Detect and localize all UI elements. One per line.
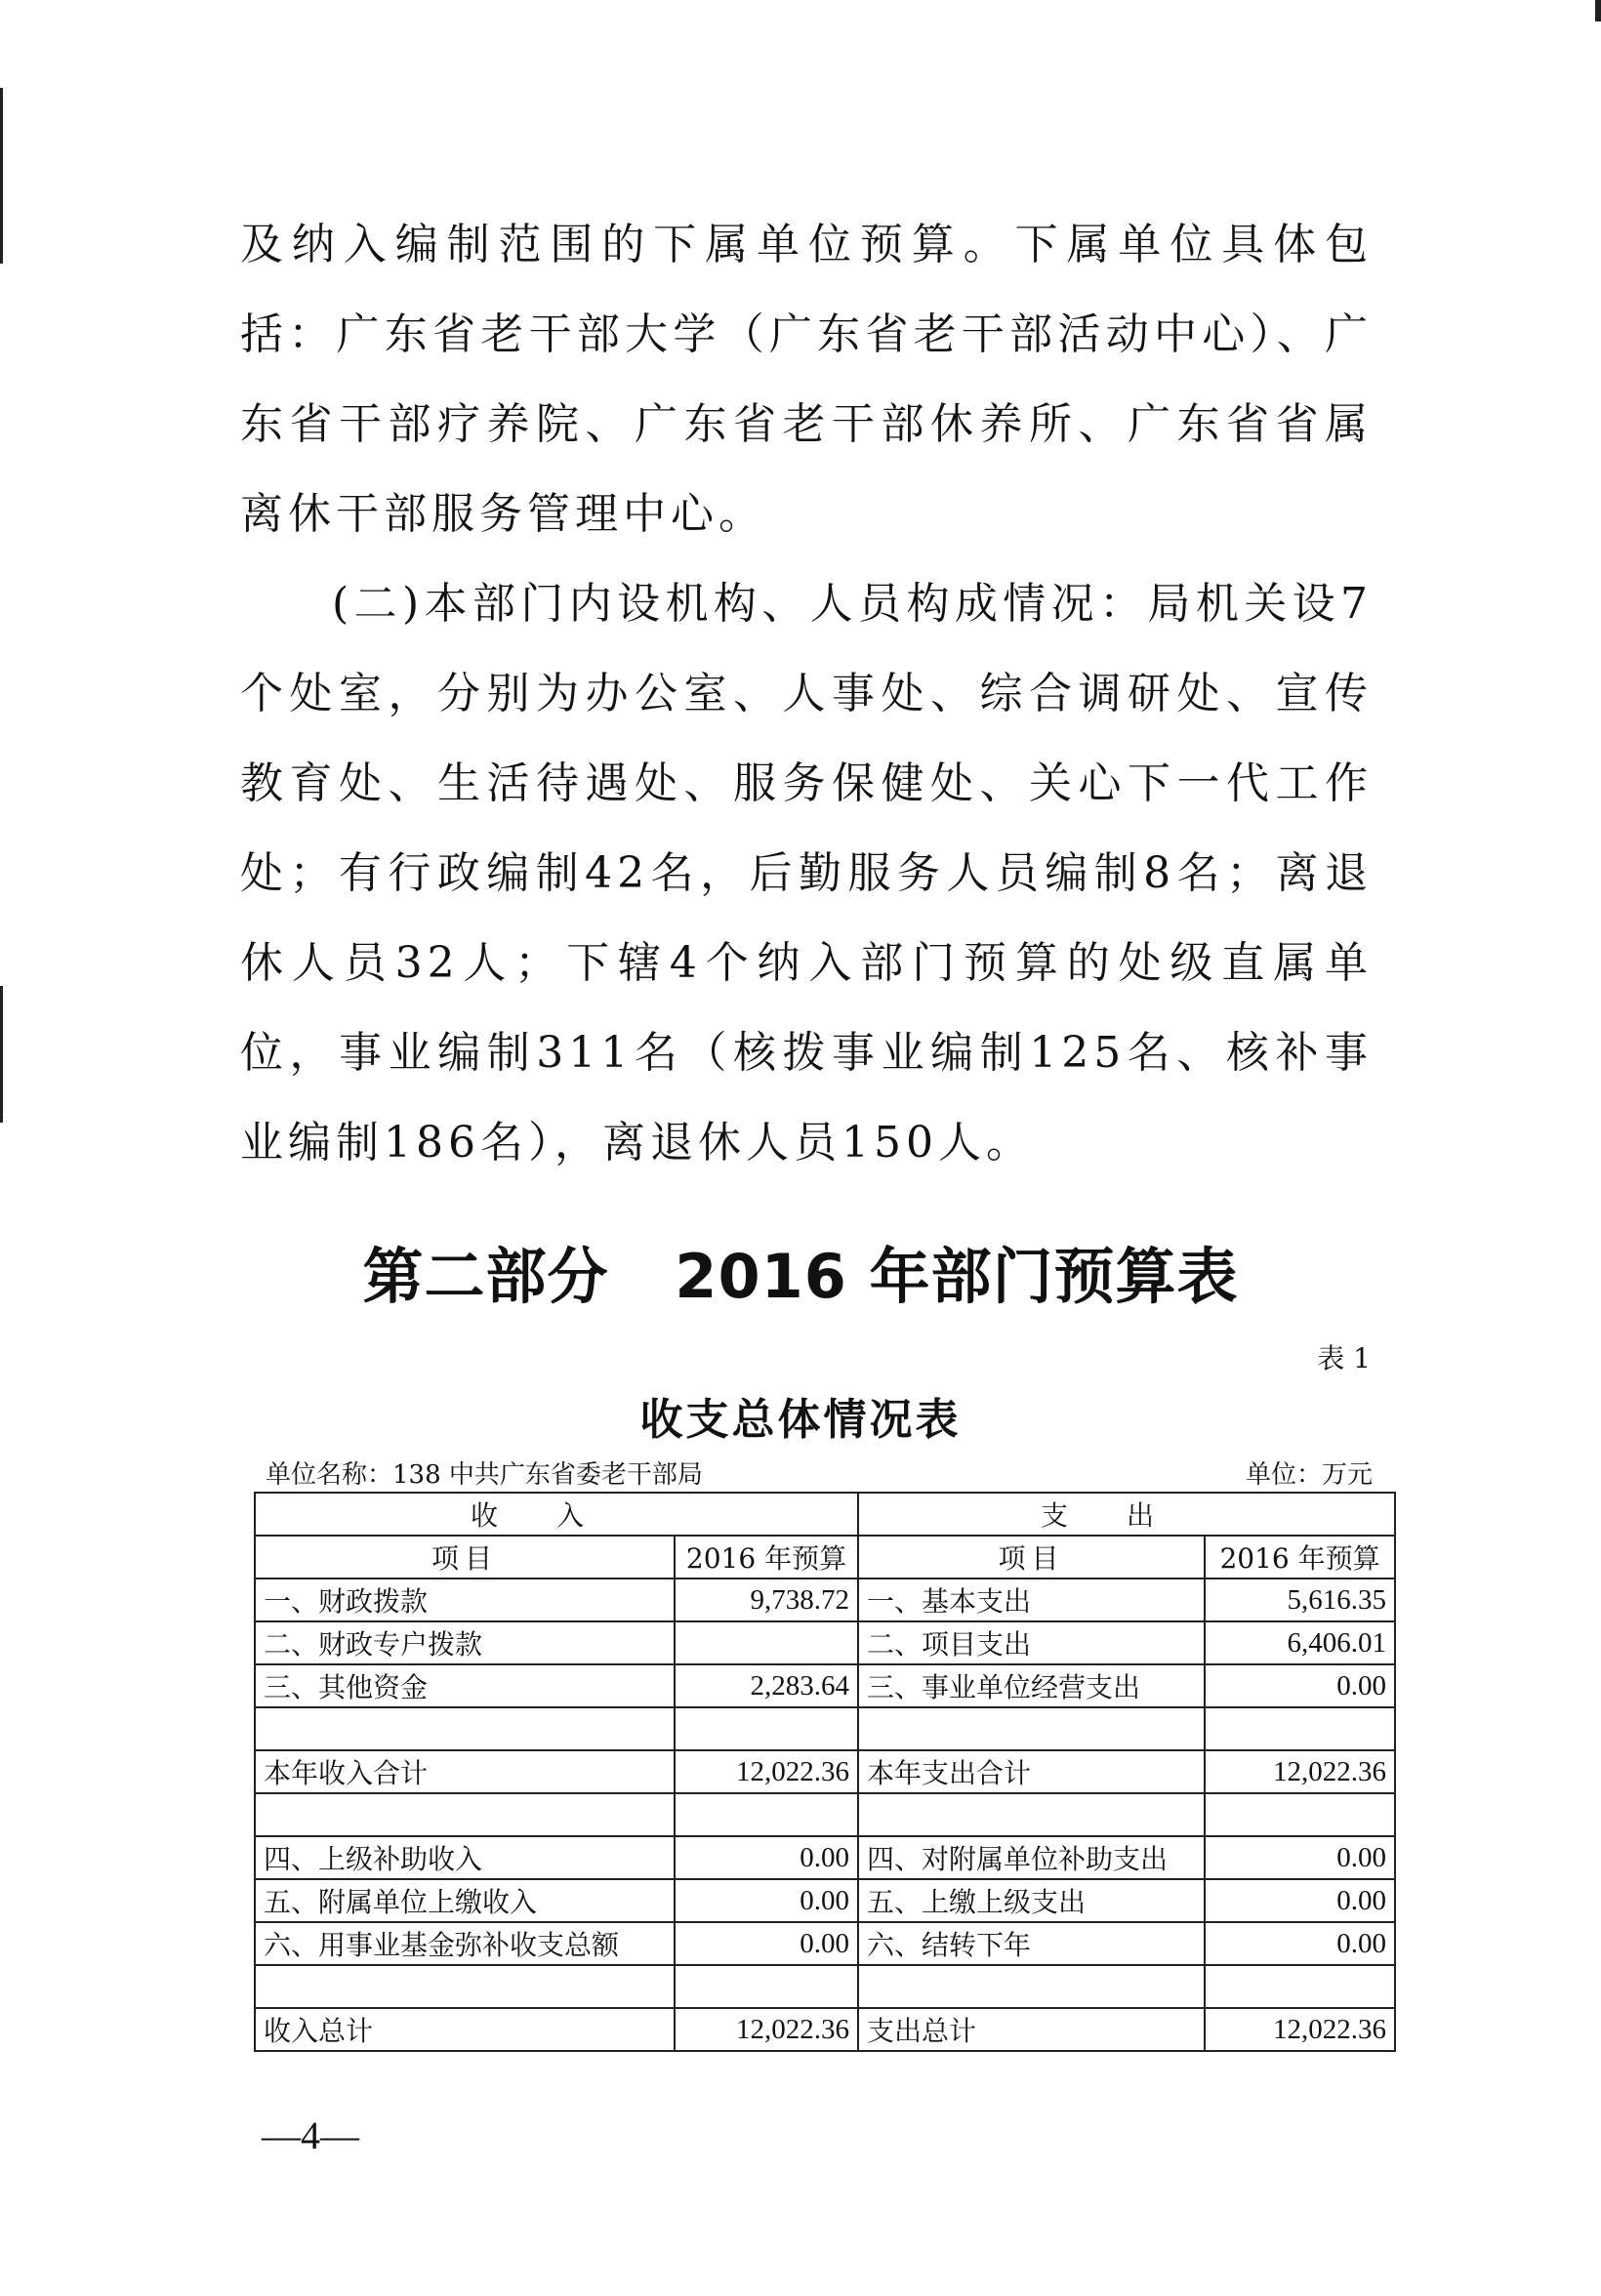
table-row [255, 1965, 1395, 2008]
scan-edge-mark [1595, 0, 1601, 21]
income-label [255, 1707, 675, 1750]
expense-budget-header: 2016 年预算 [1205, 1536, 1395, 1578]
income-label: 四、上级补助收入 [255, 1836, 675, 1879]
expense-value: 6,406.01 [1205, 1621, 1395, 1664]
expense-label [858, 1707, 1205, 1750]
expense-label: 三、事业单位经营支出 [858, 1664, 1205, 1707]
income-value [675, 1707, 858, 1750]
income-value: 12,022.36 [675, 1750, 858, 1793]
table-row [255, 2008, 1395, 2051]
expense-item-header: 项目 [858, 1536, 1205, 1578]
expense-value [1205, 1793, 1395, 1836]
income-label [255, 1965, 675, 2008]
body-text [240, 200, 1373, 1188]
income-value: 0.00 [675, 1879, 858, 1922]
paragraph-subordinate-units: 及纳入编制范围的下属单位预算。下属单位具体包括：广东省老干部大学（广东省老干部活动中心）、广东省干部疗养院、广东省老干部休养所、广东省省属离休干部服务管理中心。 [240, 220, 1373, 539]
expense-label: 本年支出合计 [858, 1750, 1205, 1793]
table-number: 表 1 [1317, 1342, 1371, 1374]
income-label: 五、附属单位上缴收入 [255, 1879, 675, 1922]
income-value [675, 1621, 858, 1664]
scan-edge-mark [0, 986, 3, 1123]
income-value: 0.00 [675, 1922, 858, 1965]
expense-value: 0.00 [1205, 1836, 1395, 1879]
expense-value: 0.00 [1205, 1879, 1395, 1922]
table-unit-row [266, 1455, 1373, 1491]
paragraph-staffing: (二)本部门内设机构、人员构成情况：局机关设7个处室，分别为办公室、人事处、综合调研处、宣传教育处、生活待遇处、服务保健处、关心下一代工作处；有行政编制42名，后勤服务人员编制8名；离退休人员32人；下辖4个纳入部门预算的处级直属单位，事业编制311名（核拨事业编制125名、核补事业编制186名），离退休人员150人。 [240, 579, 1373, 1168]
table-row [255, 1793, 1395, 1836]
income-value: 0.00 [675, 1836, 858, 1879]
income-value: 9,738.72 [675, 1578, 858, 1621]
income-label: 收入总计 [255, 2008, 675, 2051]
expense-label: 支出总计 [858, 2008, 1205, 2051]
table-title: 收支总体情况表 [639, 1395, 962, 1445]
expense-value: 12,022.36 [1205, 2008, 1395, 2051]
income-budget-header: 2016 年预算 [675, 1536, 858, 1578]
income-label: 六、用事业基金弥补收支总额 [255, 1922, 675, 1965]
income-value: 2,283.64 [675, 1664, 858, 1707]
expense-label: 一、基本支出 [858, 1578, 1205, 1621]
income-label: 一、财政拨款 [255, 1578, 675, 1621]
income-value: 12,022.36 [675, 2008, 858, 2051]
expense-label: 二、项目支出 [858, 1621, 1205, 1664]
budget-table [254, 1492, 1396, 2052]
expense-label [858, 1965, 1205, 2008]
income-header: 收入 [255, 1493, 858, 1536]
table-row [255, 1750, 1395, 1793]
income-label: 本年收入合计 [255, 1750, 675, 1793]
unit-label: 单位：万元 [1245, 1460, 1373, 1490]
table-row [255, 1621, 1395, 1664]
expense-label: 四、对附属单位补助支出 [858, 1836, 1205, 1879]
table-row [255, 1836, 1395, 1879]
income-value [675, 1965, 858, 2008]
expense-label [858, 1793, 1205, 1836]
expense-header: 支出 [858, 1493, 1395, 1536]
income-label: 三、其他资金 [255, 1664, 675, 1707]
table-row [255, 1664, 1395, 1707]
income-item-header: 项目 [255, 1536, 675, 1578]
page-number: —4— [262, 2113, 359, 2157]
table-row [255, 1879, 1395, 1922]
expense-value: 0.00 [1205, 1664, 1395, 1707]
table-row [255, 1578, 1395, 1621]
expense-label: 五、上缴上级支出 [858, 1879, 1205, 1922]
table-column-header [255, 1536, 1395, 1578]
expense-value: 0.00 [1205, 1922, 1395, 1965]
expense-value [1205, 1707, 1395, 1750]
expense-value [1205, 1965, 1395, 2008]
scan-edge-mark [0, 88, 3, 264]
table-group-header [255, 1493, 1395, 1536]
income-label [255, 1793, 675, 1836]
expense-label: 六、结转下年 [858, 1922, 1205, 1965]
unit-name: 单位名称：138 中共广东省委老干部局 [266, 1460, 703, 1490]
income-label: 二、财政专户拨款 [255, 1621, 675, 1664]
income-value [675, 1793, 858, 1836]
table-row [255, 1922, 1395, 1965]
section-title: 第二部分 2016 年部门预算表 [362, 1241, 1239, 1312]
expense-value: 12,022.36 [1205, 1750, 1395, 1793]
expense-value: 5,616.35 [1205, 1578, 1395, 1621]
table-row [255, 1707, 1395, 1750]
